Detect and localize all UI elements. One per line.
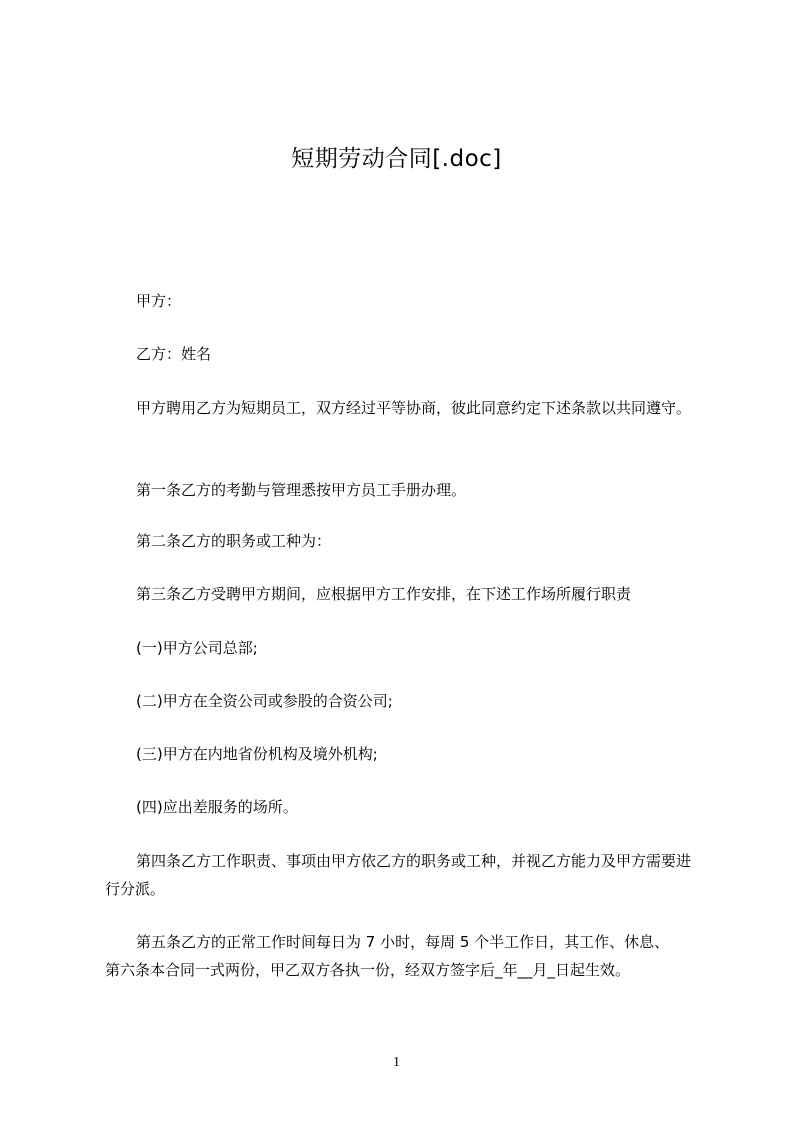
article-2: 第二条乙方的职务或工种为： [136, 532, 332, 550]
article-4: 第四条乙方工作职责、事项由甲方依乙方的职务或工种，并视乙方能力及甲方需要进行分派。 [105, 852, 692, 898]
list-item-1: (一)甲方公司总部; [136, 639, 258, 657]
party-a-line: 甲方： [136, 292, 182, 310]
document-title: 短期劳动合同[.doc] [291, 146, 502, 172]
preamble-paragraph: 甲方聘用乙方为短期员工，双方经过平等协商，彼此同意约定下述条款以共同遵守。 [136, 399, 692, 417]
page-number: 1 [393, 1055, 400, 1070]
article-6: 第六条本合同一式两份，甲乙双方各执一份，经双方签字后_年__月_日起生效。 [105, 961, 631, 979]
list-item-4: (四)应出差服务的场所。 [136, 798, 298, 816]
article-5: 第五条乙方的正常工作时间每日为 7 小时，每周 5 个半工作日，其工作、休息、 [136, 933, 670, 951]
list-item-2: (二)甲方在全资公司或参股的合资公司; [136, 692, 393, 710]
article-3: 第三条乙方受聘甲方期间，应根据甲方工作安排，在下述工作场所履行职责 [136, 585, 632, 603]
party-b-line: 乙方：姓名 [136, 345, 212, 363]
list-item-3: (三)甲方在内地省份机构及境外机构; [136, 745, 378, 763]
article-1: 第一条乙方的考勤与管理悉按甲方员工手册办理。 [136, 481, 467, 499]
